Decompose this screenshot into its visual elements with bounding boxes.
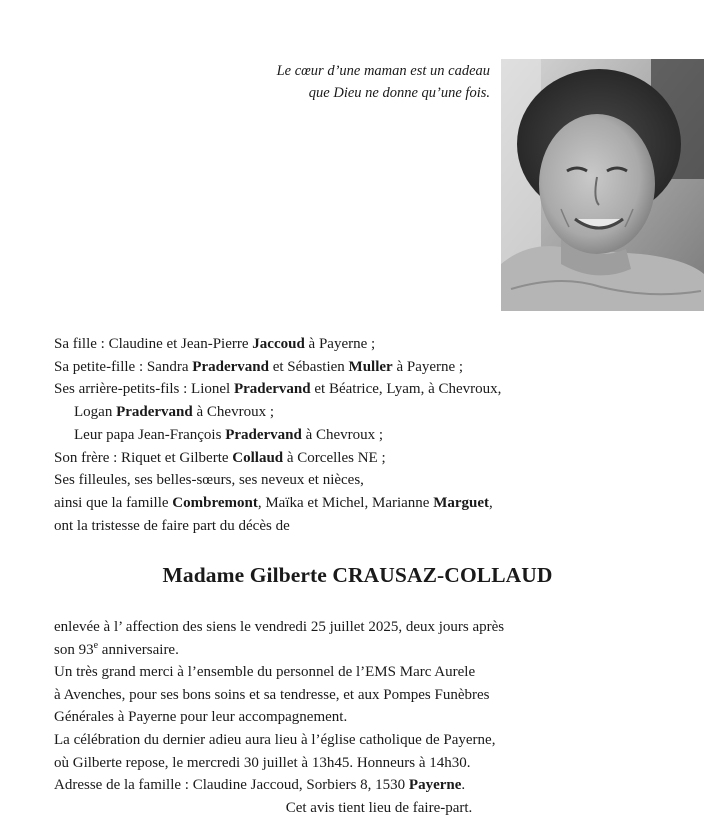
body-line-thanks-1: Un très grand merci à l’ensemble du personnel de l’EMS Marc Aurele	[54, 664, 476, 681]
body-line-anniversary: son 93e anniversaire.	[54, 639, 179, 658]
family-line-granddaughter: Sa petite-fille : Sandra Pradervand et Sébastien Muller à Payerne ;	[54, 358, 464, 375]
notice-body	[54, 616, 704, 819]
family-line-logan: Logan Pradervand à Chevroux ;	[74, 404, 274, 421]
body-line-closing: Cet avis tient lieu de faire-part.	[285, 799, 473, 816]
body-line-passing: enlevée à l’ affection des siens le vendredi 25 juillet 2025, deux jours après	[54, 619, 505, 635]
body-line-thanks-2: à Avenches, pour ses bons soins et sa tendresse, et aux Pompes Funèbres	[54, 686, 490, 703]
family-line-extended: ainsi que la famille Combremont, Maïka et Michel, Marianne Marguet,	[54, 494, 493, 511]
body-line-ceremony-1: La célébration du dernier adieu aura lieu à l’église catholique de Payerne,	[54, 731, 496, 748]
family-line-goddaughters: Ses filleules, ses belles-sœurs, ses neveux et nièces,	[54, 472, 364, 489]
deceased-name: Madame Gilberte CRAUSAZ-COLLAUD	[162, 563, 553, 587]
family-line-daughter: Sa fille : Claudine et Jean-Pierre Jaccoud à Payerne ;	[54, 336, 376, 352]
portrait-photo	[501, 59, 704, 311]
body-line-ceremony-2: où Gilberte repose, le mercredi 30 juillet à 13h45. Honneurs à 14h30.	[54, 754, 471, 771]
body-line-thanks-3: Générales à Payerne pour leur accompagnement.	[54, 709, 348, 726]
quote-line-2: que Dieu ne donne qu’une fois.	[308, 85, 490, 101]
body-line-address: Adresse de la famille : Claudine Jaccoud, Sorbiers 8, 1530 Payerne.	[54, 777, 466, 794]
family-line-brother: Son frère : Riquet et Gilberte Collaud à Corcelles NE ;	[54, 449, 386, 466]
family-list	[54, 333, 704, 537]
portrait-image	[501, 59, 704, 311]
family-line-father: Leur papa Jean-François Pradervand à Chevroux ;	[74, 426, 384, 443]
family-line-great-grandsons: Ses arrière-petits-fils : Lionel Pradervand et Béatrice, Lyam, à Chevroux,	[54, 381, 502, 398]
family-line-announcement: ont la tristesse de faire part du décès de	[54, 517, 290, 534]
quote-line-1: Le cœur d’une maman est un cadeau	[276, 63, 490, 79]
epigraph-quote	[150, 60, 490, 104]
